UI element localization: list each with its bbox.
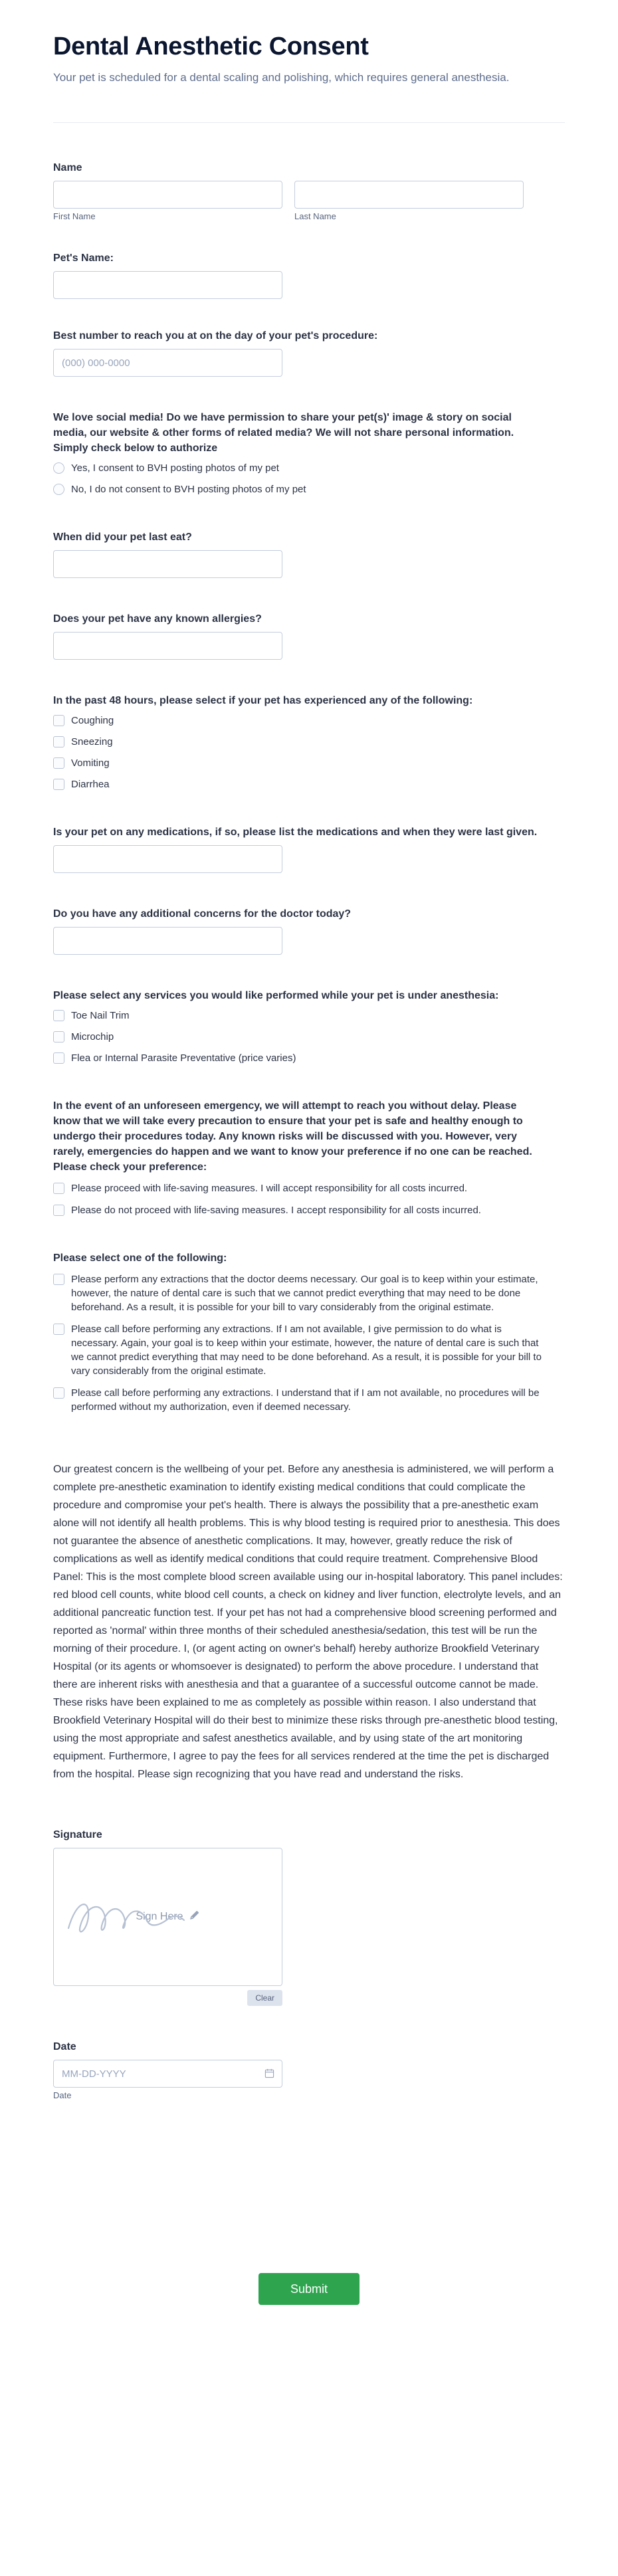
submit-button[interactable]: Submit	[258, 2273, 360, 2305]
radio-option-label: Yes, I consent to BVH posting photos of my pet	[71, 462, 279, 474]
checkbox-option-flea-preventative[interactable]	[53, 1051, 565, 1065]
question-name	[53, 160, 565, 221]
checkbox-option-label: Diarrhea	[71, 779, 110, 790]
symptoms-label: In the past 48 hours, please select if your pet has experienced any of the following:	[53, 695, 473, 706]
checkbox-option-label: Vomiting	[71, 757, 110, 769]
checkbox[interactable]	[53, 1052, 64, 1064]
submit-row	[53, 2273, 565, 2305]
checkbox-option-coughing[interactable]	[53, 714, 565, 728]
checkbox-option-label: Please call before performing any extractions. I understand that if I am not available, no procedures will be performed without my authorization, even if deemed necessary.	[71, 1387, 540, 1413]
question-phone	[53, 328, 565, 377]
checkbox-option-call-first-permission[interactable]	[53, 1322, 565, 1378]
question-pet-name	[53, 250, 565, 299]
pet-name-input[interactable]	[53, 271, 282, 299]
social-media-options	[53, 461, 565, 496]
allergies-input[interactable]	[53, 632, 282, 660]
concerns-input[interactable]	[53, 927, 282, 955]
checkbox-option-label: Please proceed with life-saving measures. I will accept responsibility for all costs incurred.	[71, 1183, 468, 1194]
phone-input[interactable]	[53, 349, 282, 377]
checkbox-option-label: Microchip	[71, 1031, 114, 1042]
signature-placeholder-text: Sign Here	[136, 1911, 183, 1922]
question-symptoms-48h	[53, 693, 565, 791]
last-name-sublabel: Last Name	[294, 211, 336, 221]
checkbox-option-label: Please do not proceed with life-saving measures. I accept responsibility for all costs incurred.	[71, 1205, 481, 1216]
question-last-eat	[53, 530, 565, 578]
services-options	[53, 1009, 565, 1065]
checkbox[interactable]	[53, 1387, 64, 1399]
signature-clear-button[interactable]: Clear	[247, 1990, 282, 2006]
calendar-icon[interactable]	[264, 2068, 274, 2082]
social-media-label: We love social media! Do we have permission to share your pet(s)' image & story on social media, our website & other forms of related media? We will not share personal information. Simply check below to authorize	[53, 412, 514, 454]
name-label: Name	[53, 162, 82, 173]
question-emergency-preference	[53, 1098, 565, 1217]
signature-placeholder-row	[54, 1848, 282, 1985]
checkbox-option-label: Please perform any extractions that the doctor deems necessary. Our goal is to keep within your estimate, however, the nature of dental care is such that we cannot predict everything that may need to be done beforehand. As a result, it is possible for your bill to vary considerably from the original estimate.	[71, 1274, 538, 1313]
pen-icon	[189, 1910, 200, 1924]
services-label: Please select any services you would like performed while your pet is under anesthesia:	[53, 990, 499, 1001]
phone-label: Best number to reach you at on the day of your pet's procedure:	[53, 330, 378, 342]
date-sublabel: Date	[53, 2090, 72, 2100]
date-label: Date	[53, 2041, 76, 2052]
radio-option-label: No, I do not consent to BVH posting photos of my pet	[71, 484, 306, 495]
last-eat-input[interactable]	[53, 550, 282, 578]
emergency-options	[53, 1181, 565, 1217]
checkbox-option-label: Sneezing	[71, 736, 113, 747]
signature-stroke	[63, 1887, 209, 1953]
first-name-input[interactable]	[53, 181, 282, 209]
form-header	[53, 32, 565, 123]
first-name-field	[53, 181, 282, 221]
checkbox-option-perform-extractions[interactable]	[53, 1272, 565, 1314]
medications-input[interactable]	[53, 845, 282, 873]
question-medications	[53, 825, 565, 873]
pet-name-label: Pet's Name:	[53, 252, 114, 264]
allergies-label: Does your pet have any known allergies?	[53, 613, 262, 625]
checkbox-option-label: Flea or Internal Parasite Preventative (price varies)	[71, 1052, 296, 1064]
question-concerns	[53, 906, 565, 955]
checkbox-option-lifesaving-no[interactable]	[53, 1203, 565, 1217]
first-name-sublabel: First Name	[53, 211, 96, 221]
checkbox[interactable]	[53, 736, 64, 747]
radio-option-consent-yes[interactable]	[53, 461, 565, 475]
question-signature	[53, 1827, 565, 2006]
signature-pad[interactable]	[53, 1848, 282, 1986]
checkbox-option-label: Please call before performing any extractions. If I am not available, I give permission to do what is necessary. Again, your goal is to keep within your estimate, however, the nature of dental care is such that we cannot predict everything that may need to be done beforehand. As a result, it is possible for your bill to vary considerably from the original estimate.	[71, 1324, 542, 1377]
form-title: Dental Anesthetic Consent	[53, 33, 369, 60]
radio-button[interactable]	[53, 484, 64, 495]
concerns-label: Do you have any additional concerns for the doctor today?	[53, 908, 352, 920]
checkbox[interactable]	[53, 715, 64, 726]
date-input[interactable]	[53, 2060, 282, 2088]
checkbox[interactable]	[53, 779, 64, 790]
signature-label: Signature	[53, 1829, 102, 1840]
consent-paragraph: Our greatest concern is the wellbeing of your pet. Before any anesthesia is administered, we will perform a complete pre-anesthetic examination to identify existing medical conditions that could complicate the procedure and compromise your pet's health. There is always the possibility that a pre-anesthetic exam alone will not identify all health problems. This is why blood testing is required prior to anesthesia. This does not guarantee the absence of anesthetic complications. It may, however, greatly reduce the risk of complications as well as identify medical conditions that could require treatment. Comprehensive Blood Panel: This is the most complete blood screen available using our in-hospital laboratory. This panel includes: red blood cell counts, white blood cell counts, a check on kidney and liver function, electrolyte levels, and an additional pancreatic function test. If your pet has not had a comprehensive blood screening performed and reported as 'normal' within three months of their scheduled anesthesia/sedation, this test will be run the morning of their procedure. I, (or agent acting on owner's behalf) hereby authorize Brookfield Veterinary Hospital (or its agents or whomsoever is designated) to perform the above procedure. I understand that there are inherent risks with anesthesia and that a guarantee of a successful outcome cannot be made. These risks have been explained to me as completely as possible within reason. I also understand that Brookfield Veterinary Hospital will do their best to minimize these risks through pre-anesthetic blood testing, using the most appropriate and safest anesthetics available, and by using state of the art monitoring equipment. Furthermore, I agree to pay the fees for all services rendered at the time the pet is discharged from the hospital. Please sign recognizing that you have read and understand the risks.	[53, 1464, 563, 1780]
radio-button[interactable]	[53, 462, 64, 474]
question-services	[53, 988, 565, 1065]
extractions-options	[53, 1272, 565, 1414]
extractions-label: Please select one of the following:	[53, 1252, 227, 1264]
checkbox[interactable]	[53, 1031, 64, 1042]
checkbox[interactable]	[53, 1274, 64, 1285]
medications-label: Is your pet on any medications, if so, please list the medications and when they were last given.	[53, 827, 538, 838]
consent-text-block	[53, 1460, 565, 1783]
last-name-field	[294, 181, 524, 221]
name-inputs-row	[53, 181, 565, 221]
last-eat-label: When did your pet last eat?	[53, 532, 192, 543]
checkbox[interactable]	[53, 1183, 64, 1194]
checkbox-option-microchip[interactable]	[53, 1030, 565, 1044]
checkbox-option-label: Toe Nail Trim	[71, 1010, 130, 1021]
question-allergies	[53, 611, 565, 660]
checkbox-option-vomiting[interactable]	[53, 756, 565, 770]
question-social-media	[53, 410, 565, 496]
checkbox[interactable]	[53, 1010, 64, 1021]
emergency-label: In the event of an unforeseen emergency, we will attempt to reach you without delay. Please know that we will take every precaution to ensure that your pet is safe and healthy enough to undergo their procedures today. Any known risks will be discussed with you. However, very rarely, emergencies do happen and we want to know your preference if no one can be reached. Please check your preference:	[53, 1100, 532, 1173]
signature-clear-row	[53, 1990, 282, 2006]
checkbox-option-call-first-no-authorization[interactable]	[53, 1386, 565, 1414]
checkbox[interactable]	[53, 1205, 64, 1216]
symptoms-options	[53, 714, 565, 791]
checkbox-option-diarrhea[interactable]	[53, 777, 565, 791]
question-extractions	[53, 1250, 565, 1414]
checkbox[interactable]	[53, 757, 64, 769]
radio-option-consent-no[interactable]	[53, 482, 565, 496]
question-date	[53, 2039, 565, 2100]
checkbox[interactable]	[53, 1324, 64, 1335]
form-subtitle: Your pet is scheduled for a dental scaling and polishing, which requires general anesthesia.	[53, 71, 510, 84]
checkbox-option-nail-trim[interactable]	[53, 1009, 565, 1023]
checkbox-option-lifesaving-yes[interactable]	[53, 1181, 565, 1195]
date-field	[53, 2060, 282, 2088]
checkbox-option-sneezing[interactable]	[53, 735, 565, 749]
last-name-input[interactable]	[294, 181, 524, 209]
checkbox-option-label: Coughing	[71, 715, 114, 726]
